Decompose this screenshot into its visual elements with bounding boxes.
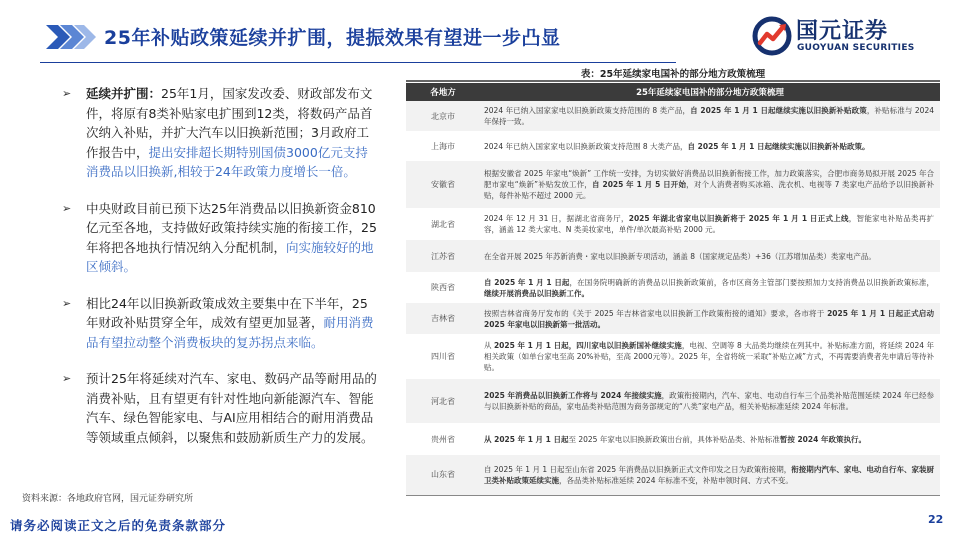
table-cell-region: 安徽省 <box>406 161 480 208</box>
bullet-arrow-icon: ➢ <box>62 87 72 100</box>
bullet-lead: 延续并扩围： <box>86 86 162 101</box>
table-cell-policy <box>480 131 940 161</box>
policy-text-bold: 暂按 2024 年政策执行。 <box>779 434 866 444</box>
bullet-highlight: 向实施较好的地区倾斜。 <box>86 239 374 274</box>
table-row <box>406 423 940 455</box>
bullet-highlight: 提出安排超长期特别国债3000亿元支持消费品以旧换新,相较于24年政策力度增长一倍。 <box>86 144 368 179</box>
bullet-arrow-icon: ➢ <box>62 201 72 215</box>
policy-text-bold: 自 2025 年 1 月 1 日起 <box>484 277 570 287</box>
logo-name-en: GUOYUAN SECURITIES <box>797 43 915 53</box>
policy-text-bold: 自 2025 年 1 月 5 日开始 <box>592 180 687 189</box>
table-row <box>406 303 940 334</box>
table-row <box>406 240 940 272</box>
table-caption-rule <box>406 80 940 82</box>
table-row <box>406 455 940 495</box>
table-row <box>406 208 940 240</box>
policy-text: 2024 年 12 月 31 日，据湖北省商务厅， <box>484 214 629 223</box>
bullet-list <box>60 84 380 464</box>
table-row <box>406 161 940 208</box>
table-row <box>406 131 940 161</box>
title-bar <box>0 16 676 56</box>
policy-text: 至 2025 年家电以旧换新政策出台前，具体补贴品类、补贴标准 <box>568 434 780 444</box>
policy-text-bold: 2025 年 1 月 1 日起，四川家电以旧换新国补继续实施 <box>493 341 682 350</box>
table-row <box>406 334 940 379</box>
table-cell-policy <box>480 101 940 131</box>
table-cell-region: 吉林省 <box>406 303 480 334</box>
table-cell-policy <box>480 208 940 240</box>
policy-text-bold: 继续开展消费品以旧换新工作。 <box>484 288 589 298</box>
bullet-item <box>60 294 380 353</box>
table-cell-region: 上海市 <box>406 131 480 161</box>
policy-text-bold: 2025 年消费品以旧换新工作将与 2024 年接续实施 <box>484 391 662 400</box>
logo-name-cn: 国元证券 <box>796 19 889 44</box>
table-row <box>406 379 940 423</box>
bullet-item <box>60 199 380 277</box>
table-cell-region: 湖北省 <box>406 208 480 240</box>
policy-text-bold: 自 2025 年 1 月 1 日起继续实施以旧换新补贴政策 <box>690 106 867 115</box>
policy-text: ，电视、空调等 8 大品类均继续在列其中。补贴标准方面，将延续 2024 年相关政策（如单台家电至高 20%补贴，至高 2000元等）。2025 年，全省将统一采取“补贴立减”方式，不再需要消费者先申请后等待补贴。 <box>484 341 934 372</box>
company-logo <box>752 14 940 60</box>
page-number: 22 <box>928 513 944 526</box>
table-cell-policy <box>480 334 940 379</box>
bullet-arrow-icon: ➢ <box>62 296 72 310</box>
bullet-highlight: 耐用消费品有望拉动整个消费板块的复苏拐点来临。 <box>86 315 374 350</box>
guoyuan-logo-icon <box>752 16 792 56</box>
footer-disclaimer: 请务必阅读正文之后的免责条款部分 <box>10 518 227 533</box>
bullet-arrow-icon: ➢ <box>62 372 72 385</box>
table-cell-policy <box>480 161 940 208</box>
table-cell-region: 北京市 <box>406 101 480 131</box>
table-header-policy: 25年延续家电国补的部分地方政策梳理 <box>480 83 940 101</box>
policy-text-bold: 自 2025 年 1 月 1 日起继续实施以旧换新补贴政策。 <box>687 141 870 151</box>
table-cell-policy <box>480 240 940 272</box>
policy-text: ，智能家电补贴品类再扩容，涵盖 12 类大家电、N 类美妆家电，单件/单次最高补贴 2000 元。 <box>484 214 935 234</box>
table-cell-region: 山东省 <box>406 455 480 495</box>
table-cell-policy <box>480 455 940 495</box>
table-cell-policy <box>480 303 940 334</box>
policy-text: ，在国务院明确新的消费品以旧换新政策前，各市区商务主管部门要按照加力支持消费品以旧换新政策标准， <box>569 277 934 287</box>
policy-table <box>406 83 940 496</box>
table-cell-policy <box>480 272 940 303</box>
table-cell-region: 江苏省 <box>406 240 480 272</box>
policy-text: 按照吉林省商务厅发布的《关于 2025 年吉林省家电以旧换新工作政策衔接的通知》要求，各市将于 <box>484 308 828 318</box>
policy-text: ，对个人消费者购买冰箱、洗衣机、电视等 7 类家电产品给予以旧换新补贴，每件补贴不超过 2000 元。 <box>484 180 934 200</box>
bullet-text: 相比24年以旧换新政策成效主要集中在下半年，25年财政补贴贯穿全年，成效有望更加显著， <box>86 295 368 330</box>
table-body <box>406 101 940 495</box>
bullet-text: 中央财政目前已预下达25年消费品以旧换新资金810亿元至各地，支持做好政策持续实施的衔接工作，25年将把各地执行情况纳入分配机制， <box>86 200 377 255</box>
table-row <box>406 272 940 303</box>
bullet-item <box>60 84 380 182</box>
policy-text: 2024 年已纳入国家家电以旧换新政策支持范围 8 大类产品， <box>484 141 688 151</box>
table-cell-policy <box>480 379 940 423</box>
bullet-text: 预计25年将延续对汽车、家电、数码产品等耐用品的消费补贴，且有望更有针对性地向新能源汽车、智能汽车、绿色智能家电、与AI应用相结合的耐用消费品等领域重点倾斜，以聚焦和鼓励新质生产力的发展。 <box>86 371 377 445</box>
policy-text: ，政策衔接期内，汽车、家电、电动自行车三个品类补贴范围延续 2024 年已经参与以旧换新补贴的商品，家电品类补贴范围为商务部规定的“八类”家电产品，相关补贴标准延续 2024 年标准。 <box>484 391 934 411</box>
table-header-region: 各地方 <box>406 83 480 101</box>
policy-text: 2024 年已纳入国家家电以旧换新政策支持范围的 8 类产品， <box>484 106 691 115</box>
table-header-row <box>406 83 940 101</box>
policy-text: 在全省开展 2025 年苏新消费・家电以旧换新专项活动，涵盖 8（国家规定品类）+36（江苏增加品类）类家电产品。 <box>484 251 876 261</box>
policy-text-bold: 2025 年湖北省家电以旧换新将于 2025 年 1 月 1 日正式上线 <box>628 214 849 223</box>
policy-text: 自 2025 年 1 月 1 日起至山东省 2025 年消费品以旧换新正式文件印发之日为政策衔接期， <box>484 464 792 474</box>
table-cell-region: 陕西省 <box>406 272 480 303</box>
table-cell-region: 贵州省 <box>406 423 480 455</box>
policy-text: 根据安徽省 2025 年家电“焕新” 工作统一安排，为切实做好消费品以旧换新衔接工作，加力政策落实，合肥市商务局拟开展 2025 年合肥市家电“焕新”补贴发放工作， <box>484 169 934 189</box>
policy-text-bold: 2025 年 1 月 1 日起正式启动 2025 年家电以旧换新第一批活动。 <box>484 308 934 329</box>
table-row <box>406 101 940 131</box>
table-caption: 表：25年延续家电国补的部分地方政策梳理 <box>580 69 766 80</box>
source-note: 资料来源：各地政府官网，国元证券研究所 <box>22 494 194 504</box>
table-cell-region: 河北省 <box>406 379 480 423</box>
policy-text: ，补贴标准与 2024 年保持一致。 <box>484 106 934 126</box>
page-title: 25年补贴政策延续并扩围，提振效果有望进一步凸显 <box>104 27 561 49</box>
bullet-item <box>60 369 380 447</box>
table-cell-policy <box>480 423 940 455</box>
title-arrows-icon <box>46 25 96 49</box>
policy-text-bold: 从 2025 年 1 月 1 日起 <box>484 434 569 444</box>
policy-text: ，各品类补贴标准延续 2024 年标准不变，补贴申领时间、方式不变。 <box>559 475 793 485</box>
bullet-text: 25年1月，国家发改委、财政部发布文件，将原有8类补贴家电扩围到12类，将数码产品首次纳入补贴，并扩大汽车以旧换新范围；3月政府工作报告中， <box>86 86 373 160</box>
policy-text-bold: 衔接期内汽车、家电、电动自行车、家装厨卫类补贴政策延续实施 <box>484 464 934 485</box>
table-cell-region: 四川省 <box>406 334 480 379</box>
policy-text: 从 <box>484 341 494 350</box>
title-underline <box>40 62 676 63</box>
